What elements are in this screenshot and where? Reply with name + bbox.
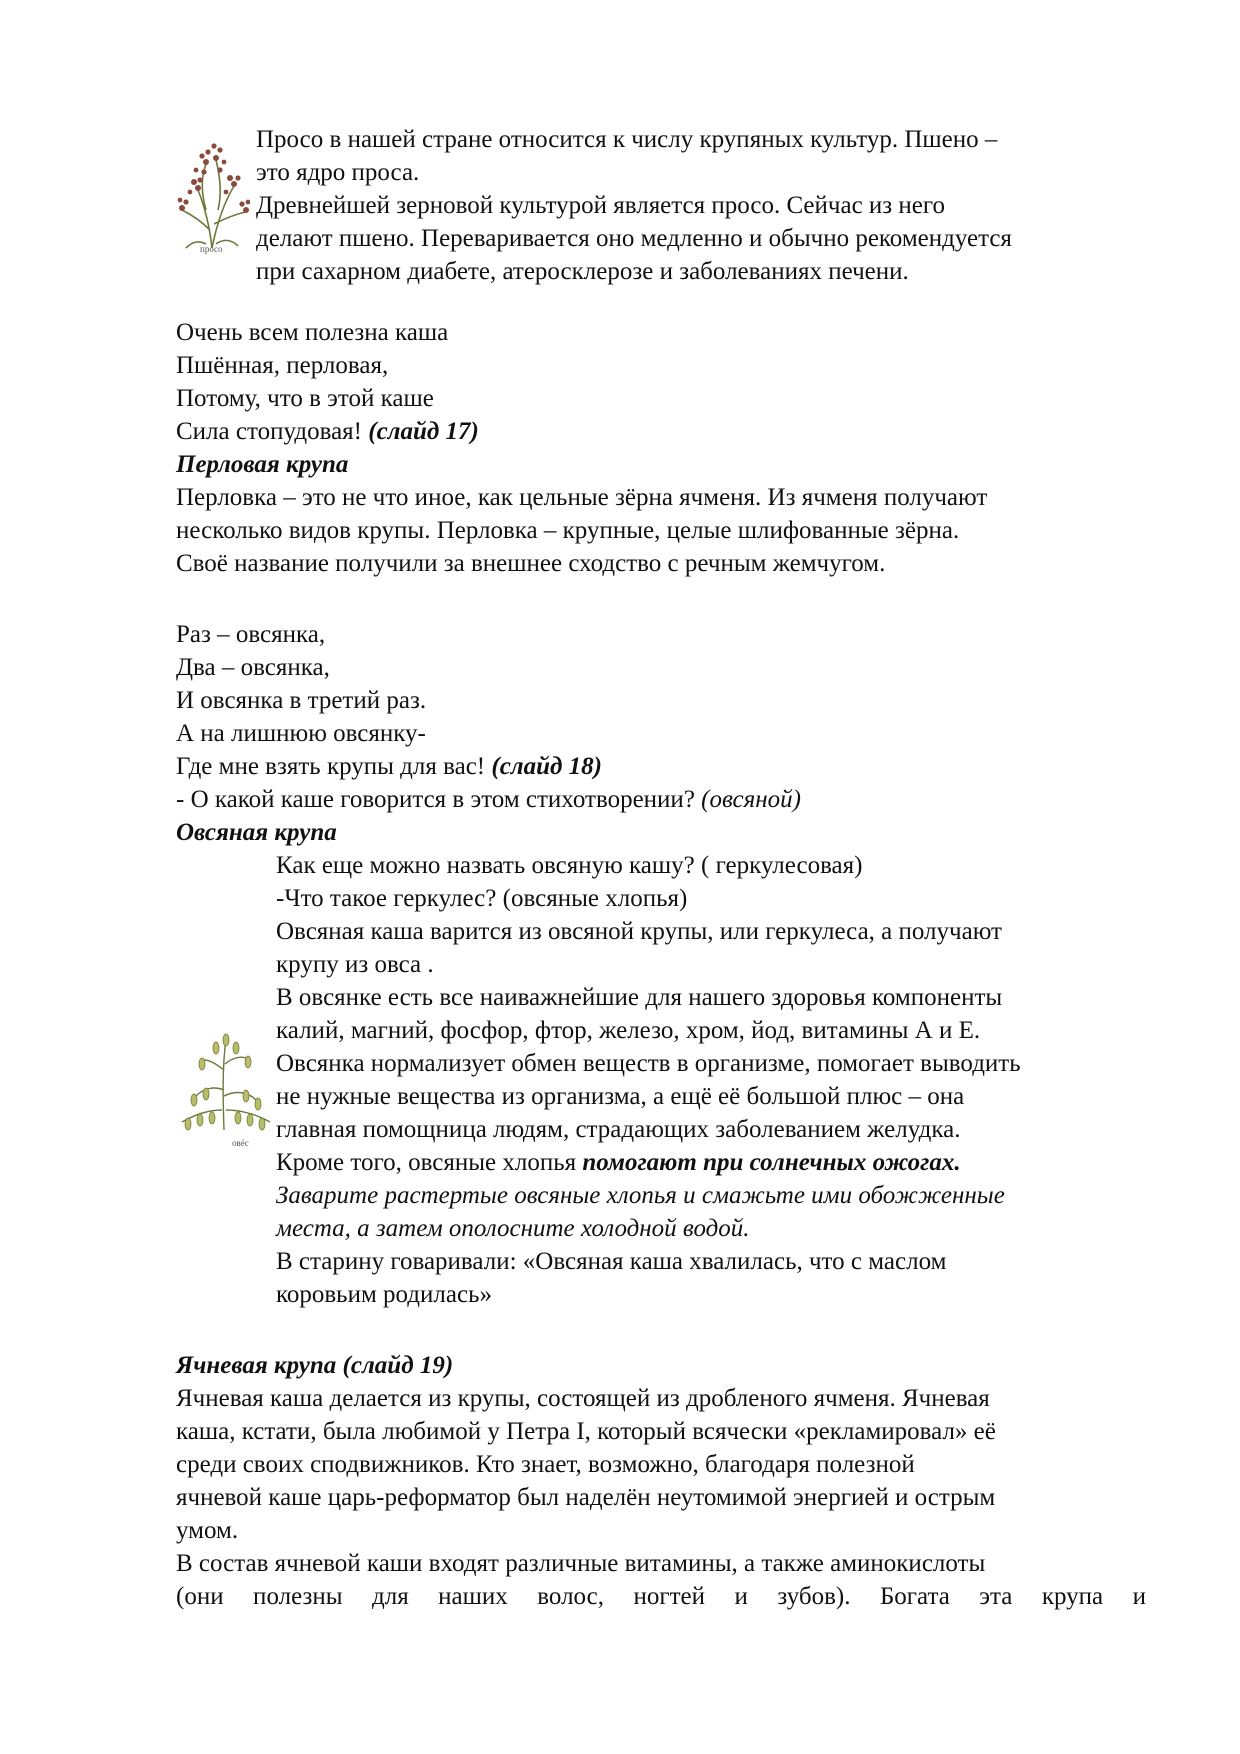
oat-burn-prefix: Кроме того, овсяные хлопья <box>276 1149 583 1176</box>
oat-line: калий, магний, фосфор, фтор, железо, хром, йод, витамины А и Е. <box>276 1017 981 1044</box>
poem1-last-line <box>176 415 479 448</box>
oat-burn-instruction: места, а затем ополосните холодной водой. <box>276 1215 750 1242</box>
millet-line: делают пшено. Переваривается оно медленно и обычно рекомендуется <box>256 225 1012 252</box>
oat-saying: В старину говаривали: «Овсяная каша хвалилась, что с маслом <box>276 1248 947 1275</box>
barley-line: (они полезны для наших волос, ногтей и зубов). Богата эта крупа и <box>176 1583 1146 1610</box>
barley-line: умом. <box>176 1517 239 1544</box>
question-text: - О какой каше говорится в этом стихотворении? <box>176 786 702 813</box>
poem2-line: А на лишнюю овсянку- <box>176 720 426 747</box>
poem1-line: Потому, что в этой каше <box>176 385 434 412</box>
poem1-line: Пшённая, перловая, <box>176 352 389 379</box>
oat-line: Овсяная каша варится из овсяной крупы, или геркулеса, а получают <box>276 918 1002 945</box>
oat-burn-emphasis: помогают при солнечных ожогах. <box>582 1149 961 1176</box>
millet-image-caption: просо <box>200 244 223 254</box>
barley-line: Ячневая каша делается из крупы, состоящей из дробленого ячменя. Ячневая <box>176 1385 990 1412</box>
pearl-line: Своё название получили за внешнее сходство с речным жемчугом. <box>176 550 886 577</box>
oat-line: В овсянке есть все наиважнейшие для нашего здоровья компоненты <box>276 984 1003 1011</box>
poem1-line: Очень всем полезна каша <box>176 319 449 346</box>
barley-line: В состав ячневой каши входят различные витамины, а также аминокислоты <box>176 1550 986 1577</box>
poem2-question <box>176 783 801 816</box>
millet-line: при сахарном диабете, атеросклерозе и заболеваниях печени. <box>256 258 909 285</box>
oat-line: Овсянка нормализует обмен веществ в организме, помогает выводить <box>276 1050 1021 1077</box>
oat-plant-icon <box>176 1030 274 1140</box>
pearl-line: несколько видов крупы. Перловка – крупные, целые шлифованные зёрна. <box>176 517 960 544</box>
question-answer: (овсяной) <box>701 786 801 813</box>
oat-burn-line <box>276 1146 961 1179</box>
barley-heading: Ячневая крупа (слайд 19) <box>176 1352 454 1379</box>
slide-reference: (слайд 17) <box>368 418 479 445</box>
oat-line: не нужные вещества из организма, а ещё её большой плюс – она <box>276 1083 965 1110</box>
poem2-line: И овсянка в третий раз. <box>176 687 427 714</box>
barley-line: ячневой каше царь-реформатор был наделён неутомимой энергией и острым <box>176 1484 996 1511</box>
slide-reference: (слайд 18) <box>491 753 603 780</box>
pearl-heading: Перловая крупа <box>176 451 349 478</box>
millet-line: Древнейшей зерновой культурой является просо. Сейчас из него <box>256 192 946 219</box>
poem2-last-line <box>176 750 602 783</box>
poem2-line: Два – овсянка, <box>176 654 330 681</box>
oat-heading: Овсяная крупа <box>176 819 337 846</box>
oat-line: Как еще можно назвать овсяную кашу? ( геркулесовая) <box>276 852 863 879</box>
millet-line: это ядро проса. <box>256 159 420 186</box>
oat-line: крупу из овса . <box>276 951 434 978</box>
millet-line: Просо в нашей стране относится к числу крупяных культур. Пшено – <box>256 126 998 153</box>
poem2-line: Где мне взять крупы для вас! <box>176 753 492 780</box>
poem2-line: Раз – овсянка, <box>176 621 326 648</box>
oat-line: главная помощница людям, страдающих заболеванием желудка. <box>276 1116 961 1143</box>
oat-image-caption: овёс <box>232 1138 249 1148</box>
oat-burn-instruction: Заварите растертые овсяные хлопья и смажьте ими обожженные <box>276 1182 1005 1209</box>
barley-line: среди своих сподвижников. Кто знает, возможно, благодаря полезной <box>176 1451 915 1478</box>
poem1-line: Сила стопудовая! <box>176 418 369 445</box>
pearl-line: Перловка – это не что иное, как цельные зёрна ячменя. Из ячменя получают <box>176 484 988 511</box>
oat-saying: коровьим родилась» <box>276 1281 492 1308</box>
millet-plant-icon <box>176 140 250 260</box>
barley-line: каша, кстати, была любимой у Петра I, который всячески «рекламировал» её <box>176 1418 996 1445</box>
oat-line: -Что такое геркулес? (овсяные хлопья) <box>276 885 688 912</box>
